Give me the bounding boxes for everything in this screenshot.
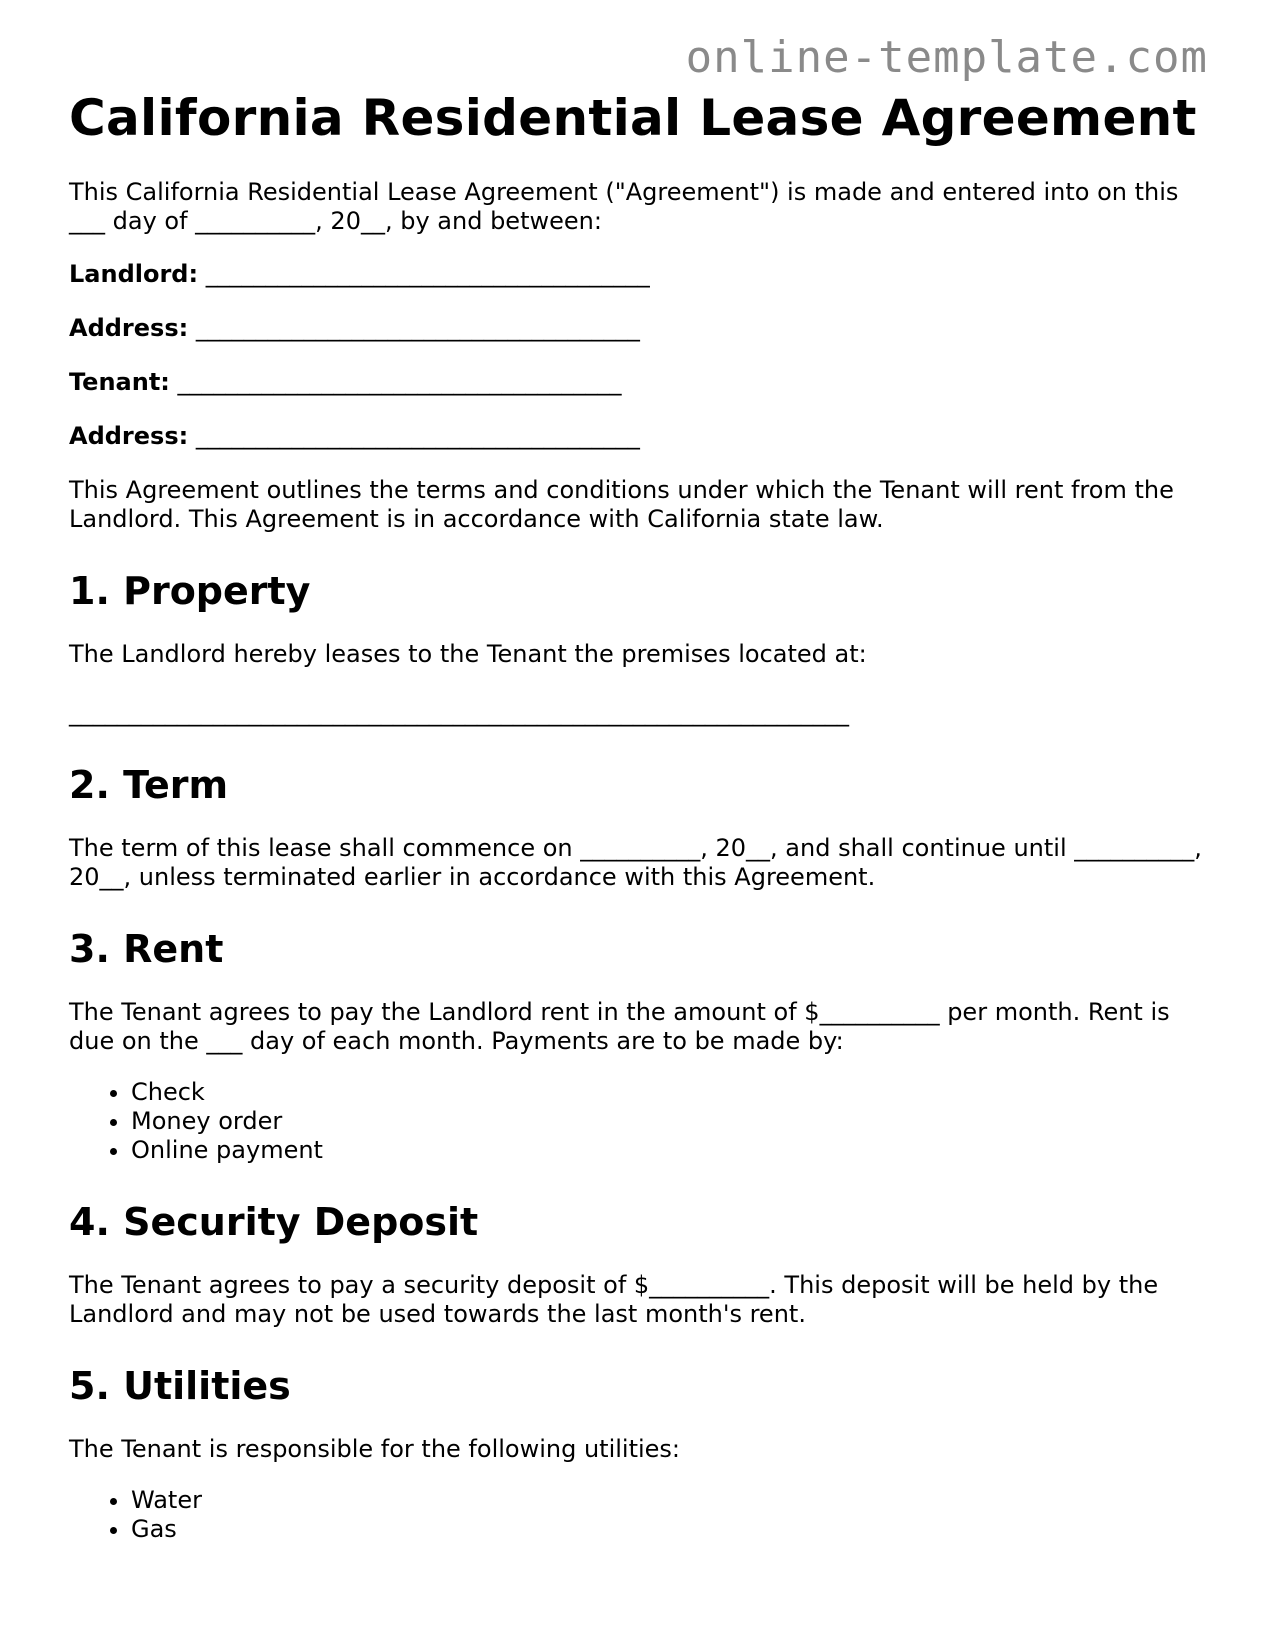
tenant-field[interactable] <box>69 368 1209 397</box>
section-heading-term: 2. Term <box>69 763 229 807</box>
landlord-address-field[interactable] <box>69 314 1209 343</box>
list-item: • Water <box>131 1486 1209 1515</box>
section-heading-property: 1. Property <box>69 569 311 613</box>
property-address-blank[interactable]: _________________________________________________________________ <box>69 699 849 727</box>
tenant-label: Tenant: <box>69 368 170 396</box>
tenant-address-blank[interactable]: _____________________________________ <box>195 422 640 450</box>
landlord-address-blank[interactable]: _____________________________________ <box>195 314 640 342</box>
watermark: online-template.com <box>685 32 1208 83</box>
list-item: • Money order <box>131 1107 1209 1136</box>
section-heading-rent: 3. Rent <box>69 927 224 971</box>
section-heading-deposit: 4. Security Deposit <box>69 1200 479 1244</box>
tenant-address-label: Address: <box>69 422 189 450</box>
term-paragraph: The term of this lease shall commence on __________, 20__, and shall continue until __________, 20__, unless terminated earlier in accordance with this Agreement. <box>69 834 1202 891</box>
landlord-label: Landlord: <box>69 260 199 288</box>
rent-paragraph: The Tenant agrees to pay the Landlord rent in the amount of $__________ per month. Rent is due on the ___ day of each month. Payments are to be made by: <box>69 998 1170 1055</box>
document-page <box>69 88 1209 1544</box>
tenant-address-field[interactable] <box>69 422 1209 451</box>
intro-paragraph: This California Residential Lease Agreement ("Agreement") is made and entered into on this ___ day of __________, 20__, by and between: <box>69 178 1179 235</box>
landlord-blank[interactable]: _____________________________________ <box>205 260 650 288</box>
utilities-paragraph: The Tenant is responsible for the following utilities: <box>69 1435 681 1463</box>
landlord-field[interactable] <box>69 260 1209 289</box>
utilities-list <box>69 1486 1209 1544</box>
document-title: California Residential Lease Agreement <box>69 89 1197 147</box>
tenant-blank[interactable]: _____________________________________ <box>177 368 622 396</box>
summary-paragraph: This Agreement outlines the terms and conditions under which the Tenant will rent from the Landlord. This Agreement is in accordance with California state law. <box>69 476 1174 533</box>
section-heading-utilities: 5. Utilities <box>69 1364 291 1408</box>
list-item: • Gas <box>131 1515 1209 1544</box>
property-paragraph: The Landlord hereby leases to the Tenant the premises located at: <box>69 640 867 668</box>
list-item: • Online payment <box>131 1136 1209 1165</box>
deposit-paragraph: The Tenant agrees to pay a security deposit of $__________. This deposit will be held by the Landlord and may not be used towards the last month's rent. <box>69 1271 1159 1328</box>
landlord-address-label: Address: <box>69 314 189 342</box>
payment-methods-list <box>69 1078 1209 1165</box>
list-item: • Check <box>131 1078 1209 1107</box>
